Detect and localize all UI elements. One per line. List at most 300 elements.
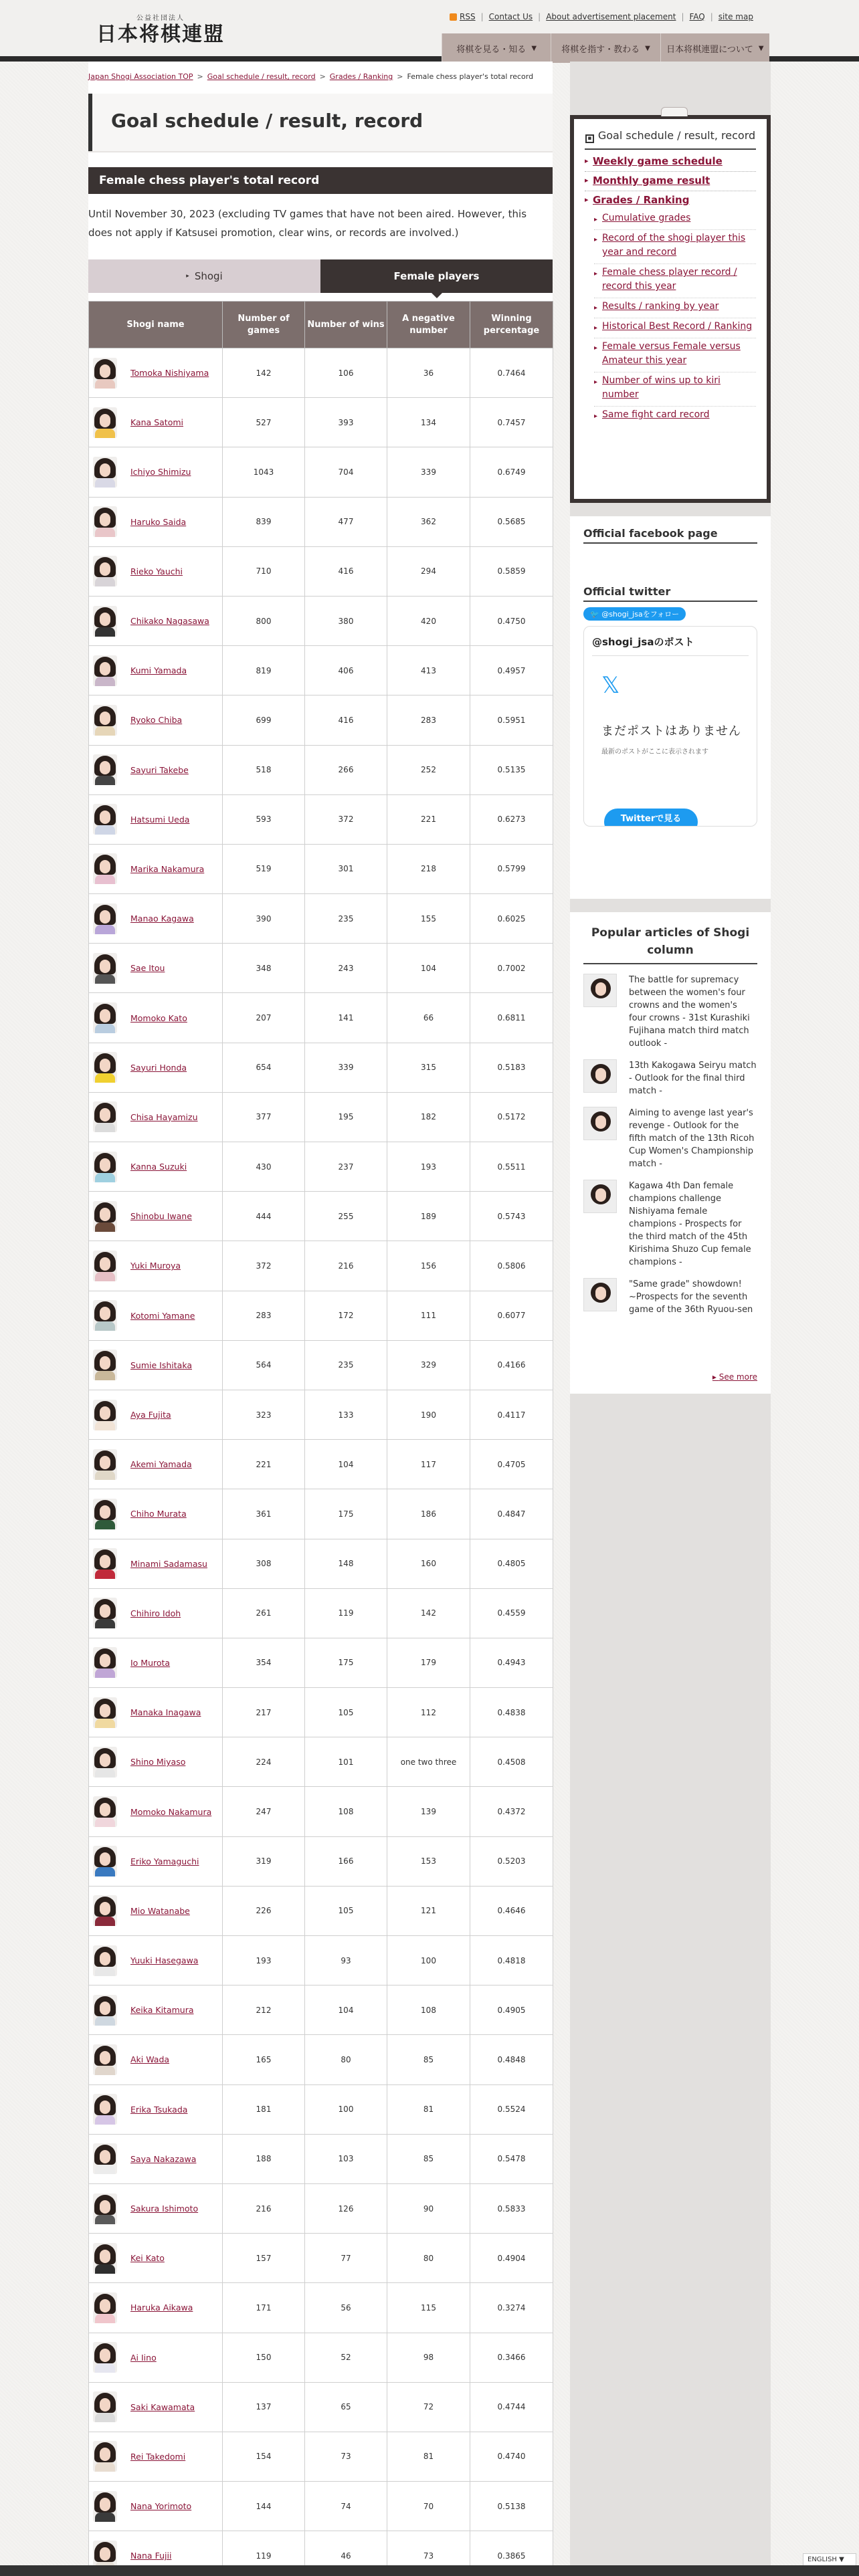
- table-row: [89, 398, 553, 447]
- player-name-cell: [89, 646, 223, 695]
- games-cell: 261: [223, 1588, 305, 1638]
- sitemap-link[interactable]: site map: [718, 12, 753, 21]
- caret-down-icon: ▼: [758, 44, 764, 52]
- tab-shogi[interactable]: ▸ Shogi: [88, 259, 320, 293]
- table-row: [89, 1688, 553, 1737]
- games-cell: 654: [223, 1043, 305, 1092]
- player-photo: [93, 2441, 117, 2472]
- player-photo: [93, 2193, 117, 2224]
- win-pct-cell: 0.4905: [470, 1985, 553, 2035]
- win-pct-cell: 0.5833: [470, 2183, 553, 2233]
- player-name-link[interactable]: Kotomi Yamane: [130, 1310, 195, 1321]
- player-name-link[interactable]: Nana Yorimoto: [130, 2501, 192, 2512]
- wins-cell: 108: [305, 1787, 387, 1836]
- games-cell: 150: [223, 2333, 305, 2382]
- wins-cell: 243: [305, 944, 387, 993]
- popular-article[interactable]: The battle for supremacy between the women's four crowns and the women's four crowns - 31st Kurashiki Fujihana match third match outlook -: [583, 974, 757, 1050]
- win-pct-cell: 0.4744: [470, 2382, 553, 2432]
- contact-link[interactable]: Contact Us: [488, 12, 533, 21]
- wins-cell: 266: [305, 745, 387, 794]
- player-name-cell: [89, 1390, 223, 1439]
- player-photo: [93, 1697, 117, 1728]
- losses-cell: 283: [387, 695, 470, 745]
- player-name-link[interactable]: Sayuri Takebe: [130, 764, 189, 775]
- win-pct-cell: 0.6749: [470, 447, 553, 497]
- article-thumbnail: [583, 1107, 617, 1140]
- player-photo: [93, 853, 117, 884]
- article-thumbnail: [583, 1180, 617, 1213]
- player-name-link[interactable]: Erika Tsukada: [130, 2104, 188, 2115]
- win-pct-cell: 0.4559: [470, 1588, 553, 1638]
- player-name-link[interactable]: Chikako Nagasawa: [130, 616, 209, 627]
- games-cell: 354: [223, 1638, 305, 1687]
- player-photo: [93, 2292, 117, 2323]
- table-row: [89, 2432, 553, 2481]
- header-win-pct: Winning percentage: [470, 302, 553, 348]
- table-row: [89, 2333, 553, 2382]
- player-name-cell: [89, 1489, 223, 1539]
- player-name-cell: [89, 1588, 223, 1638]
- games-cell: 519: [223, 844, 305, 893]
- player-photo: [93, 1598, 117, 1628]
- table-row: [89, 2183, 553, 2233]
- player-photo: [93, 1052, 117, 1083]
- breadcrumb: Japan Shogi Association TOP > Goal schedule / result, record > Grades / Ranking > Female chess player's total record: [88, 72, 534, 81]
- games-cell: 1043: [223, 447, 305, 497]
- table-row: [89, 794, 553, 844]
- player-name-cell: [89, 1787, 223, 1836]
- player-photo: [93, 2143, 117, 2174]
- player-photo: [93, 457, 117, 488]
- games-cell: 181: [223, 2084, 305, 2134]
- side-sub-item: ▸ Historical Best Record / Ranking: [594, 318, 756, 338]
- wins-cell: 93: [305, 1936, 387, 1985]
- win-pct-cell: 0.6077: [470, 1291, 553, 1340]
- wins-cell: 195: [305, 1092, 387, 1142]
- player-name-link[interactable]: Ai Iino: [130, 2352, 157, 2363]
- games-cell: 819: [223, 646, 305, 695]
- player-name-cell: [89, 993, 223, 1043]
- player-photo: [93, 358, 117, 389]
- player-name-link[interactable]: Ichiyo Shimizu: [130, 467, 191, 477]
- losses-cell: 121: [387, 1886, 470, 1935]
- games-cell: 527: [223, 398, 305, 447]
- win-pct-cell: 0.3274: [470, 2283, 553, 2333]
- player-name-link[interactable]: Momoko Nakamura: [130, 1806, 212, 1817]
- player-photo: [93, 2391, 117, 2422]
- player-name-link[interactable]: Momoko Kato: [130, 1012, 187, 1023]
- table-row: [89, 695, 553, 745]
- games-cell: 224: [223, 1737, 305, 1787]
- player-name-cell: [89, 2482, 223, 2531]
- player-photo: [93, 2342, 117, 2373]
- side-submenu: [594, 210, 756, 426]
- tab-female-players[interactable]: Female players: [320, 259, 553, 293]
- win-pct-cell: 0.5172: [470, 1092, 553, 1142]
- player-name-link[interactable]: Shinobu Iwane: [130, 1211, 192, 1222]
- x-logo-icon: 𝕏: [601, 672, 620, 699]
- player-photo: [93, 407, 117, 438]
- breadcrumb-schedule[interactable]: Goal schedule / result, record: [207, 72, 316, 81]
- table-row: [89, 2134, 553, 2183]
- games-cell: 319: [223, 1836, 305, 1886]
- sidebar: [570, 62, 771, 2576]
- player-photo: [93, 1251, 117, 1281]
- losses-cell: 420: [387, 596, 470, 645]
- popular-article[interactable]: Aiming to avenge last year's revenge - Outlook for the fifth match of the 13th Ricoh Cup Women's Championship match -: [583, 1107, 757, 1170]
- view-on-twitter-button[interactable]: Twitterで見る: [604, 809, 698, 827]
- win-pct-cell: 0.4838: [470, 1688, 553, 1737]
- player-name-link[interactable]: Mio Watanabe: [130, 1905, 190, 1916]
- games-cell: 137: [223, 2382, 305, 2432]
- player-name-link[interactable]: Manaka Inagawa: [130, 1707, 201, 1718]
- player-name-cell: [89, 2333, 223, 2382]
- player-name-link[interactable]: Kumi Yamada: [130, 665, 187, 676]
- win-pct-cell: 0.4166: [470, 1340, 553, 1390]
- losses-cell: 221: [387, 794, 470, 844]
- win-pct-cell: 0.6811: [470, 993, 553, 1043]
- win-pct-cell: 0.4705: [470, 1440, 553, 1489]
- wins-cell: 380: [305, 596, 387, 645]
- table-row: [89, 1340, 553, 1390]
- player-name-link[interactable]: Aki Wada: [130, 2054, 170, 2065]
- twitter-timeline: [583, 626, 757, 827]
- faq-link[interactable]: FAQ: [689, 12, 705, 21]
- wins-cell: 103: [305, 2134, 387, 2183]
- player-name-link[interactable]: Rei Takedomi: [130, 2451, 186, 2462]
- player-name-link[interactable]: Eriko Yamaguchi: [130, 1856, 199, 1866]
- wins-cell: 105: [305, 1688, 387, 1737]
- side-item-grades: ▸ Grades / Ranking: [585, 191, 756, 210]
- losses-cell: 90: [387, 2183, 470, 2233]
- win-pct-cell: 0.4805: [470, 1539, 553, 1588]
- player-photo: [93, 1002, 117, 1033]
- games-cell: 377: [223, 1092, 305, 1142]
- rss-link[interactable]: RSS: [460, 12, 476, 21]
- player-name-cell: [89, 2134, 223, 2183]
- player-name-cell: [89, 1836, 223, 1886]
- site-logo[interactable]: [94, 12, 227, 48]
- losses-cell: 80: [387, 2234, 470, 2283]
- player-photo: [93, 1201, 117, 1232]
- table-row: [89, 1241, 553, 1291]
- win-pct-cell: 0.4847: [470, 1489, 553, 1539]
- table-row: [89, 2234, 553, 2283]
- losses-cell: 218: [387, 844, 470, 893]
- wins-cell: 101: [305, 1737, 387, 1787]
- wins-cell: 46: [305, 2531, 387, 2576]
- games-cell: 348: [223, 944, 305, 993]
- table-row: [89, 1489, 553, 1539]
- win-pct-cell: 0.5138: [470, 2482, 553, 2531]
- player-name-link[interactable]: Rieko Yauchi: [130, 566, 183, 576]
- win-pct-cell: 0.5183: [470, 1043, 553, 1092]
- page-title: Goal schedule / result, record: [111, 110, 423, 132]
- losses-cell: 142: [387, 1588, 470, 1638]
- player-name-link[interactable]: Sayuri Honda: [130, 1062, 187, 1073]
- win-pct-cell: 0.3466: [470, 2333, 553, 2382]
- games-cell: 144: [223, 2482, 305, 2531]
- player-name-link[interactable]: Chiho Murata: [130, 1509, 187, 1519]
- player-name-cell: [89, 2382, 223, 2432]
- player-name-cell: [89, 1340, 223, 1390]
- player-name-link[interactable]: Saya Nakazawa: [130, 2153, 197, 2164]
- games-cell: 699: [223, 695, 305, 745]
- games-cell: 710: [223, 546, 305, 596]
- popular-article[interactable]: 13th Kakogawa Seiryu match - Outlook for the final third match -: [583, 1059, 757, 1097]
- wins-cell: 216: [305, 1241, 387, 1291]
- wins-cell: 105: [305, 1886, 387, 1935]
- losses-cell: 134: [387, 398, 470, 447]
- games-cell: 430: [223, 1142, 305, 1192]
- intro-text: Until November 30, 2023 (excluding TV games that have not been aired. However, this does not apply if Katsusei promotion, clear wins, or records are involved.): [88, 208, 527, 239]
- box-icon: ▪: [585, 134, 594, 143]
- table-row: [89, 1737, 553, 1787]
- player-name-cell: [89, 1688, 223, 1737]
- games-cell: 142: [223, 348, 305, 398]
- win-pct-cell: 0.5951: [470, 695, 553, 745]
- player-type-tabs: [88, 259, 553, 293]
- player-photo: [93, 1300, 117, 1331]
- player-name-link[interactable]: Sakura Ishimoto: [130, 2204, 199, 2214]
- nav-watch-learn[interactable]: 将棋を見る・知る ▼: [442, 33, 551, 63]
- see-more-link[interactable]: ▸ See more: [712, 1372, 757, 1382]
- losses-cell: 179: [387, 1638, 470, 1687]
- player-name-cell: [89, 546, 223, 596]
- win-pct-cell: 0.5203: [470, 1836, 553, 1886]
- table-row: [89, 447, 553, 497]
- losses-cell: 66: [387, 993, 470, 1043]
- win-pct-cell: 0.4646: [470, 1886, 553, 1935]
- player-name-cell: [89, 794, 223, 844]
- section-title: Female chess player's total record: [88, 167, 553, 194]
- player-name-link[interactable]: Tomoka Nishiyama: [130, 368, 209, 379]
- table-row: [89, 1142, 553, 1192]
- games-cell: 212: [223, 1985, 305, 2035]
- player-name-link[interactable]: Marika Nakamura: [130, 863, 205, 874]
- player-photo: [93, 903, 117, 934]
- games-cell: 372: [223, 1241, 305, 1291]
- menu-tab-handle: [661, 107, 688, 116]
- article-thumbnail: [583, 1059, 617, 1093]
- table-row: [89, 1787, 553, 1836]
- player-name-link[interactable]: Chihiro Idoh: [130, 1608, 181, 1618]
- wins-cell: 166: [305, 1836, 387, 1886]
- wins-cell: 141: [305, 993, 387, 1043]
- table-row: [89, 1836, 553, 1886]
- side-item-monthly: ▸ Monthly game result: [585, 172, 756, 191]
- wins-cell: 175: [305, 1489, 387, 1539]
- losses-cell: 72: [387, 2382, 470, 2432]
- games-cell: 165: [223, 2035, 305, 2084]
- wins-cell: 172: [305, 1291, 387, 1340]
- player-name-link[interactable]: Kei Kato: [130, 2253, 165, 2264]
- player-name-cell: [89, 1241, 223, 1291]
- win-pct-cell: 0.5859: [470, 546, 553, 596]
- player-name-link[interactable]: Io Murota: [130, 1657, 171, 1668]
- twitter-follow-button[interactable]: 🐦 @shogi_jsaをフォロー: [583, 607, 686, 621]
- games-cell: 221: [223, 1440, 305, 1489]
- side-sub-item: ▸ Female chess player record / record this year: [594, 264, 756, 298]
- player-name-link[interactable]: Aya Fujita: [130, 1410, 171, 1420]
- wins-cell: 106: [305, 348, 387, 398]
- player-photo: [93, 1895, 117, 1926]
- losses-cell: 70: [387, 2482, 470, 2531]
- footer-band: [0, 2565, 859, 2576]
- wins-cell: 119: [305, 1588, 387, 1638]
- losses-cell: 111: [387, 1291, 470, 1340]
- table-row: [89, 1092, 553, 1142]
- player-name-link[interactable]: Manao Kagawa: [130, 914, 194, 924]
- win-pct-cell: 0.5743: [470, 1192, 553, 1241]
- popular-article[interactable]: Kagawa 4th Dan female champions challenge Nishiyama female champions - Prospects for the third match of the 45th Kirishima Shuzo Cup female champions -: [583, 1180, 757, 1269]
- losses-cell: 139: [387, 1787, 470, 1836]
- wins-cell: 301: [305, 844, 387, 893]
- player-photo: [93, 556, 117, 586]
- player-name-cell: [89, 944, 223, 993]
- breadcrumb-home[interactable]: Japan Shogi Association TOP: [88, 72, 193, 81]
- losses-cell: 104: [387, 944, 470, 993]
- losses-cell: 189: [387, 1192, 470, 1241]
- player-photo: [93, 1101, 117, 1132]
- games-cell: 323: [223, 1390, 305, 1439]
- player-name-link[interactable]: Sae Itou: [130, 963, 165, 974]
- player-name-link[interactable]: Yuuki Hasegawa: [130, 1955, 199, 1966]
- player-photo: [93, 705, 117, 736]
- games-cell: 564: [223, 1340, 305, 1390]
- language-selector[interactable]: ENGLISH ▼: [803, 2553, 856, 2567]
- player-name-link[interactable]: Nana Fujii: [130, 2551, 172, 2561]
- twitter-handle: @shogi_jsaのポスト: [592, 635, 749, 656]
- win-pct-cell: 0.4943: [470, 1638, 553, 1687]
- table-row: [89, 1043, 553, 1092]
- losses-cell: 252: [387, 745, 470, 794]
- player-name-link[interactable]: Shino Miyaso: [130, 1757, 186, 1767]
- nav-about[interactable]: 日本将棋連盟について ▼: [660, 33, 769, 63]
- wins-cell: 235: [305, 894, 387, 944]
- losses-cell: 100: [387, 1936, 470, 1985]
- losses-cell: 160: [387, 1539, 470, 1588]
- table-row: [89, 1440, 553, 1489]
- player-name-link[interactable]: Hatsumi Ueda: [130, 814, 190, 825]
- win-pct-cell: 0.6025: [470, 894, 553, 944]
- wins-cell: 393: [305, 398, 387, 447]
- table-row: [89, 1539, 553, 1588]
- wins-cell: 100: [305, 2084, 387, 2134]
- win-pct-cell: 0.5524: [470, 2084, 553, 2134]
- games-cell: 247: [223, 1787, 305, 1836]
- player-name-link[interactable]: Minami Sadamasu: [130, 1558, 207, 1569]
- table-row: [89, 1192, 553, 1241]
- player-name-link[interactable]: Yuki Muroya: [130, 1261, 181, 1271]
- article-thumbnail: [583, 1278, 617, 1311]
- player-name-link[interactable]: Chisa Hayamizu: [130, 1111, 198, 1122]
- popular-article[interactable]: "Same grade" showdown! ~Prospects for the seventh game of the 36th Ryuou-sen: [583, 1278, 757, 1316]
- player-name-link[interactable]: Sumie Ishitaka: [130, 1360, 193, 1370]
- win-pct-cell: 0.4750: [470, 596, 553, 645]
- social-widgets: [570, 516, 771, 899]
- games-cell: 518: [223, 745, 305, 794]
- player-photo: [93, 1647, 117, 1678]
- side-menu-title: ▪ Goal schedule / result, record: [585, 127, 756, 150]
- losses-cell: 117: [387, 1440, 470, 1489]
- side-sub-item: ▸ Cumulative grades: [594, 210, 756, 230]
- player-name-cell: [89, 2234, 223, 2283]
- wins-cell: 477: [305, 497, 387, 546]
- win-pct-cell: 0.4117: [470, 1390, 553, 1439]
- win-pct-cell: 0.7002: [470, 944, 553, 993]
- games-cell: 283: [223, 1291, 305, 1340]
- win-pct-cell: 0.3865: [470, 2531, 553, 2576]
- win-pct-cell: 0.7464: [470, 348, 553, 398]
- wins-cell: 237: [305, 1142, 387, 1192]
- player-name-link[interactable]: Akemi Yamada: [130, 1459, 192, 1470]
- advertisement-link[interactable]: About advertisement placement: [546, 12, 676, 21]
- player-name-cell: [89, 2283, 223, 2333]
- player-name-cell: [89, 844, 223, 893]
- side-sub-item: ▸ Same fight card record: [594, 407, 756, 426]
- player-photo: [93, 655, 117, 686]
- win-pct-cell: 0.5799: [470, 844, 553, 893]
- breadcrumb-grades[interactable]: Grades / Ranking: [329, 72, 393, 81]
- losses-cell: 81: [387, 2084, 470, 2134]
- player-photo: [93, 1350, 117, 1380]
- win-pct-cell: 0.5135: [470, 745, 553, 794]
- table-row: [89, 646, 553, 695]
- records-body: [89, 348, 553, 2576]
- losses-cell: 73: [387, 2531, 470, 2576]
- table-row: [89, 944, 553, 993]
- player-name-link[interactable]: Saki Kawamata: [130, 2401, 195, 2412]
- player-name-link[interactable]: Ryoko Chiba: [130, 715, 183, 726]
- losses-cell: 362: [387, 497, 470, 546]
- side-item-weekly: ▸ Weekly game schedule: [585, 152, 756, 172]
- table-header-row: [89, 302, 553, 348]
- player-photo: [93, 2094, 117, 2125]
- player-name-link[interactable]: Haruko Saida: [130, 516, 187, 527]
- header-games: Number of games: [223, 302, 305, 348]
- losses-cell: 182: [387, 1092, 470, 1142]
- player-name-link[interactable]: Kana Satomi: [130, 417, 183, 428]
- games-cell: 157: [223, 2234, 305, 2283]
- player-photo: [93, 953, 117, 984]
- table-row: [89, 844, 553, 893]
- win-pct-cell: 0.5511: [470, 1142, 553, 1192]
- win-pct-cell: 0.4818: [470, 1936, 553, 1985]
- player-name-link[interactable]: Haruka Aikawa: [130, 2302, 193, 2313]
- table-row: [89, 993, 553, 1043]
- twitter-empty-message: まだポストはありません: [601, 724, 741, 738]
- wins-cell: 104: [305, 1985, 387, 2035]
- wins-cell: 339: [305, 1043, 387, 1092]
- player-name-cell: [89, 1638, 223, 1687]
- win-pct-cell: 0.5685: [470, 497, 553, 546]
- player-name-link[interactable]: Kanna Suzuki: [130, 1162, 187, 1172]
- side-sub-item: ▸ Number of wins up to kiri number: [594, 372, 756, 407]
- wins-cell: 235: [305, 1340, 387, 1390]
- rss-icon: [450, 13, 457, 21]
- nav-play-learn[interactable]: 将棋を指す・教わる ▼: [551, 33, 660, 63]
- header-losses: A negative number: [387, 302, 470, 348]
- page-title-box: [88, 94, 553, 151]
- player-name-link[interactable]: Keika Kitamura: [130, 2005, 194, 2016]
- losses-cell: 315: [387, 1043, 470, 1092]
- losses-cell: 156: [387, 1241, 470, 1291]
- win-pct-cell: 0.4848: [470, 2035, 553, 2084]
- wins-cell: 104: [305, 1440, 387, 1489]
- table-row: [89, 1588, 553, 1638]
- losses-cell: 190: [387, 1390, 470, 1439]
